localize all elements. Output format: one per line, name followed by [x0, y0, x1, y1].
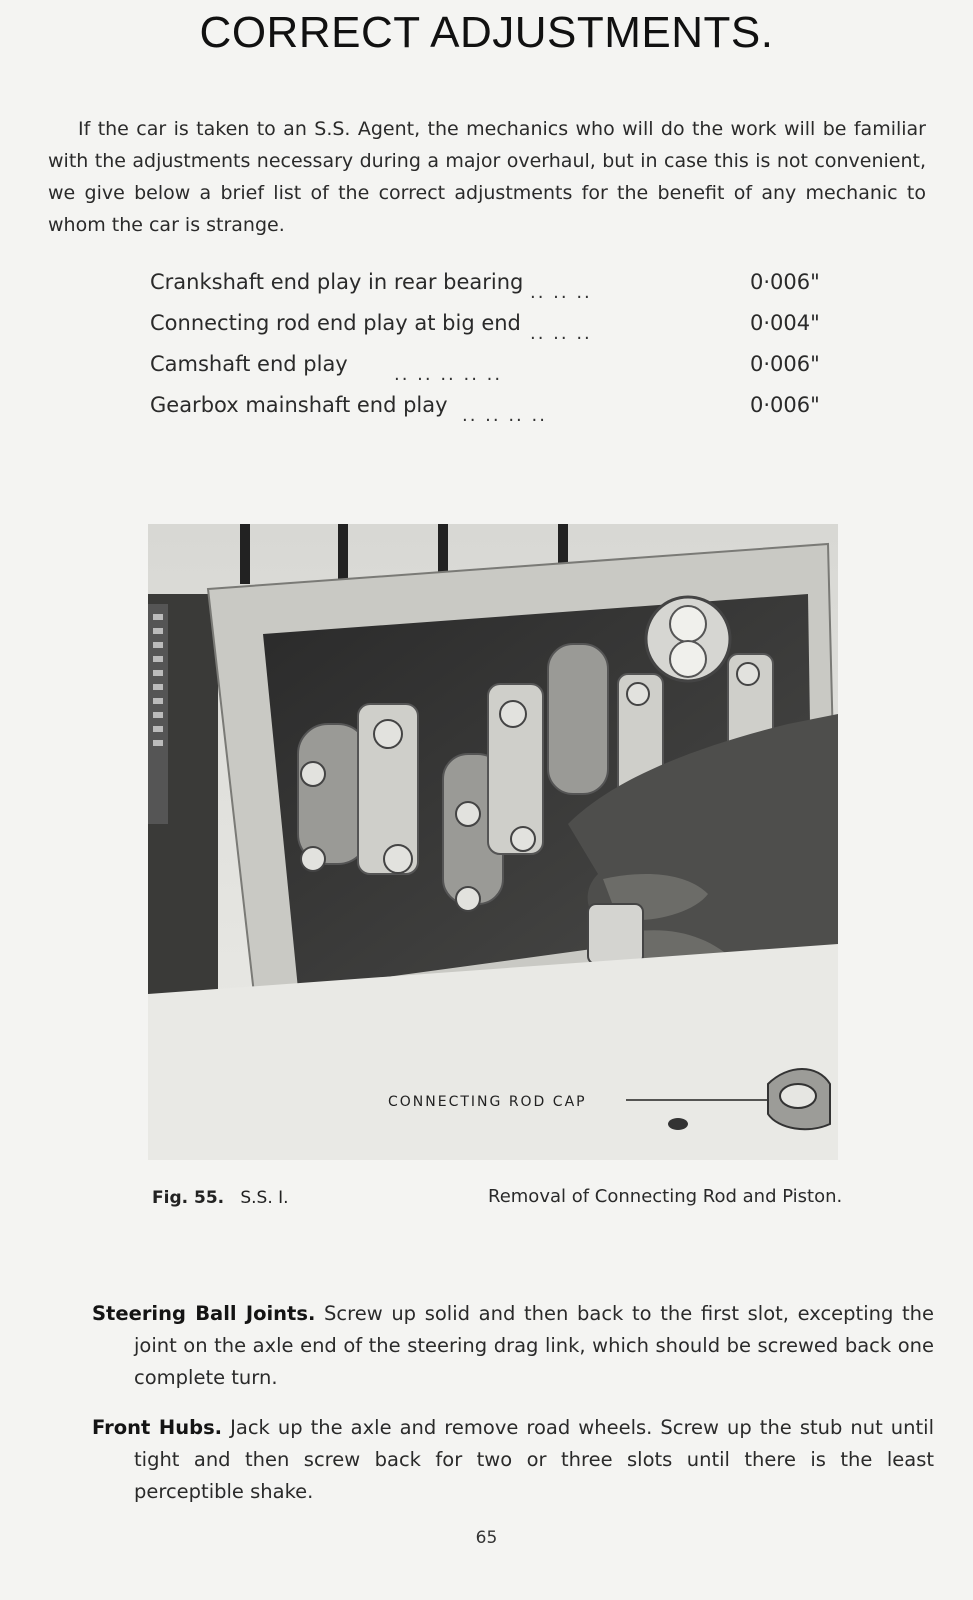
paragraph-heading: Front Hubs.: [92, 1415, 223, 1439]
adjustment-row: [150, 309, 840, 350]
figure-label: Fig. 55.: [152, 1188, 225, 1208]
dot-leader: .. .. .. ..: [462, 405, 547, 426]
adjustment-label: Gearbox mainshaft end play: [150, 393, 448, 417]
dot-leader: .. .. .. .. ..: [394, 364, 503, 385]
paragraph-text: Jack up the axle and remove road wheels. Screw up the stub nut until tight and then screw back for two or three slots until there is the least perceptible shake.: [134, 1415, 934, 1503]
adjustment-value: 0·006": [750, 270, 820, 294]
adjustments-list: [150, 268, 840, 432]
intro-paragraph: If the car is taken to an S.S. Agent, the mechanics who will do the work will be familiar with the adjustments necessary during a major overhaul, but in case this is not convenient, we give below a brief list of the correct adjustments for the benefit of any mechanic to whom the car is strange.: [48, 118, 926, 236]
figure-caption: Removal of Connecting Rod and Piston.: [488, 1186, 843, 1207]
paragraph-heading: Steering Ball Joints.: [92, 1301, 316, 1325]
crankcase-illustration: [148, 524, 838, 1160]
callout-label: CONNECTING ROD CAP: [388, 1094, 587, 1110]
page-title: CORRECT ADJUSTMENTS.: [199, 8, 774, 57]
paragraph-text: Screw up solid and then back to the first slot, excepting the joint on the axle end of the steering drag link, which should be screwed back one complete turn.: [134, 1301, 935, 1389]
adjustment-value: 0·006": [750, 393, 820, 417]
paragraph-steering: [92, 1298, 934, 1394]
dot-leader: .. .. ..: [530, 282, 592, 303]
engine-photo: [148, 524, 838, 1160]
adjustment-label: Crankshaft end play in rear bearing: [150, 270, 524, 294]
adjustment-value: 0·006": [750, 352, 820, 376]
adjustment-row: [150, 350, 840, 391]
figure-model: S.S. I.: [240, 1188, 289, 1208]
adjustment-label: Connecting rod end play at big end: [150, 311, 521, 335]
page-number: 65: [475, 1528, 498, 1548]
adjustment-row: [150, 391, 840, 432]
paragraph-front-hubs: [92, 1412, 934, 1508]
adjustment-value: 0·004": [750, 311, 820, 335]
figure-number: [152, 1188, 289, 1208]
adjustment-row: [150, 268, 840, 309]
dot-leader: .. .. ..: [530, 323, 592, 344]
adjustment-label: Camshaft end play: [150, 352, 348, 376]
